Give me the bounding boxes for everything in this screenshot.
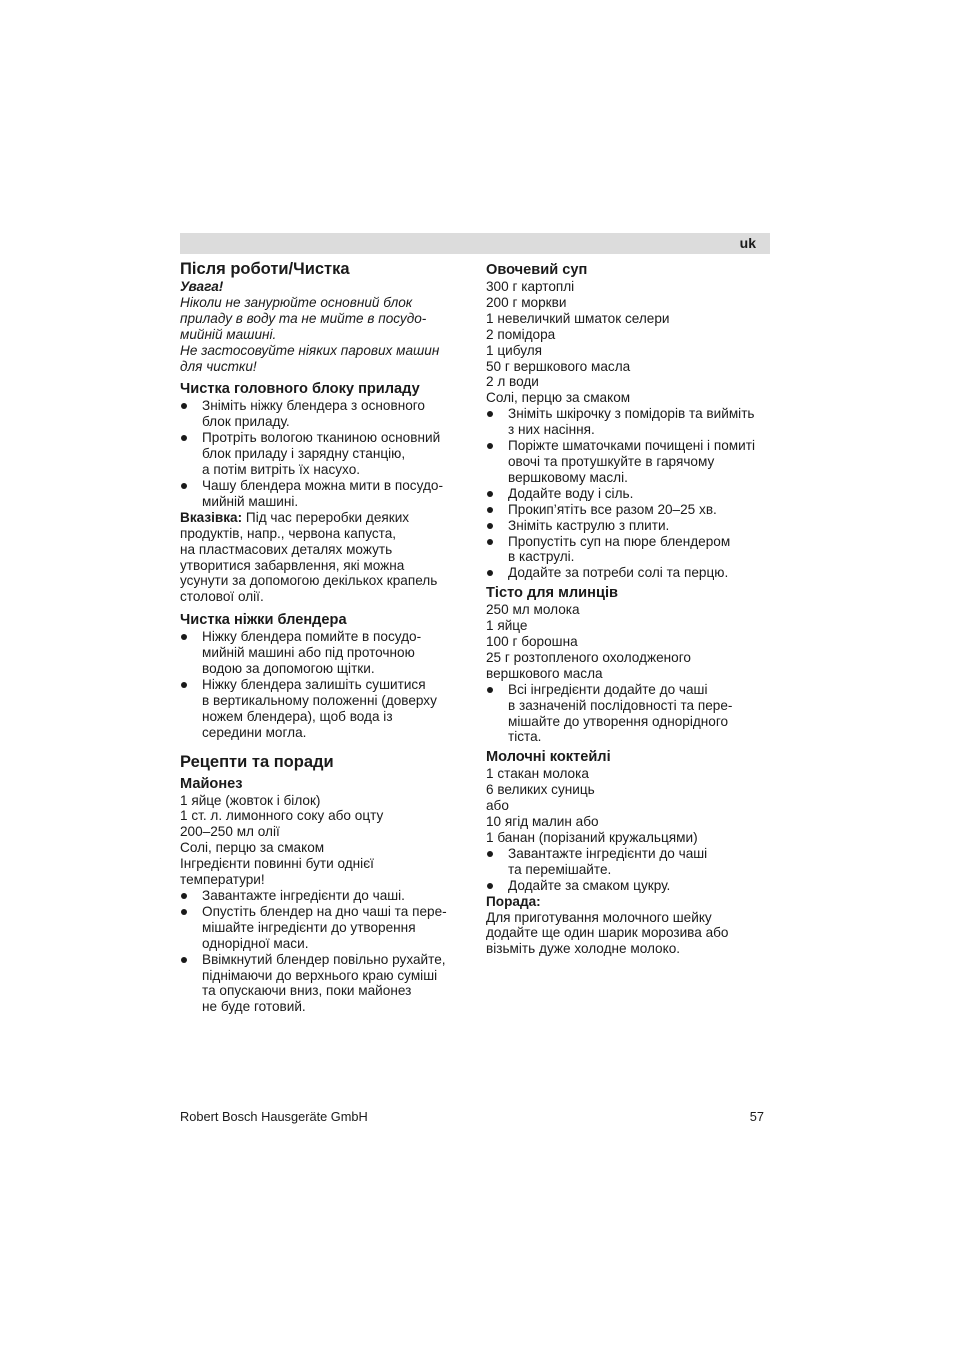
right-column — [486, 259, 776, 957]
vegetable-soup-title: Овочевий суп — [486, 262, 588, 278]
list-item-line: Додайте за потреби солі та перцю. — [508, 565, 729, 581]
list-item — [486, 406, 776, 438]
list-item — [486, 486, 776, 502]
ingredient-line: Інгредієнти повинні бути однієї — [180, 856, 374, 872]
list-item — [180, 904, 465, 952]
bullet-icon — [181, 682, 187, 688]
note-line: продуктів, напр., червона капуста, — [180, 525, 397, 541]
left-column — [180, 259, 465, 1015]
warning-line: мийній машині. — [180, 326, 277, 342]
milkshake-ingredients — [486, 766, 776, 846]
language-bar — [180, 233, 770, 254]
ingredient-line: 1 яйце (жовток і білок) — [180, 792, 321, 808]
list-item-line: мішайте інгредієнти до утворення — [202, 919, 416, 935]
ingredient-line: 100 г борошна — [486, 634, 578, 650]
bullet-icon — [487, 883, 493, 889]
ingredient-line: 1 яйце — [486, 618, 528, 634]
bullet-icon — [487, 491, 493, 497]
list-item-line: Всі інгредієнти додайте до чаші — [508, 681, 708, 697]
tip-line: додайте ще один шарик морозива або — [486, 925, 729, 941]
bullet-icon — [181, 634, 187, 640]
list-item-line: та опускаючи вниз, поки майонез — [202, 983, 412, 999]
bullet-icon — [487, 851, 493, 857]
ingredient-line: 1 ст. л. лимонного соку або оцту — [180, 808, 384, 824]
mayonnaise-ingredients — [180, 793, 465, 888]
list-item-line: Чашу блендера можна мити в посудо- — [202, 477, 443, 493]
bullet-icon — [181, 909, 187, 915]
language-code: uk — [739, 235, 756, 251]
list-item-line: мийній машині або під проточною — [202, 645, 415, 661]
list-item-line: Зніміть каструлю з плити. — [508, 517, 670, 533]
list-item-line: Додайте воду і сіль. — [508, 485, 634, 501]
list-item-line: Прокип’ятіть все разом 20–25 хв. — [508, 501, 717, 517]
list-item — [486, 502, 776, 518]
bullet-icon — [487, 411, 493, 417]
mayonnaise-title: Майонез — [180, 775, 243, 792]
warning-text — [180, 295, 465, 375]
ingredient-line: 10 ягід малин або — [486, 814, 599, 830]
ingredient-line: Солі, перцю за смаком — [486, 390, 631, 406]
after-use-title: Після роботи/Чистка — [180, 260, 350, 278]
note-line: утворитися забарвлення, які можна — [180, 557, 405, 573]
list-item — [180, 888, 465, 904]
list-item-line: Поріжте шматочками почищені і помиті — [508, 438, 755, 454]
list-item — [486, 518, 776, 534]
tip-text — [486, 910, 776, 958]
ingredient-line: 200 г моркви — [486, 294, 567, 310]
warning-line: Не застосовуйте ніяких парових машин — [180, 342, 440, 358]
footer-company: Robert Bosch Hausgeräte GmbH — [180, 1109, 368, 1124]
list-item-line: Ніжку блендера помийте в посудо- — [202, 629, 422, 645]
bullet-icon — [487, 507, 493, 513]
bullet-icon — [487, 523, 493, 529]
recipes-title: Рецепти та поради — [180, 752, 334, 771]
ingredient-line: 50 г вершкового масла — [486, 358, 631, 374]
list-item-line: блок приладу і зарядну станцію, — [202, 446, 406, 462]
list-item — [486, 682, 776, 746]
bullet-icon — [181, 957, 187, 963]
bullet-icon — [487, 443, 493, 449]
pancake-ingredients — [486, 602, 776, 682]
list-item-line: Опустіть блендер на дно чаші та пере- — [202, 903, 447, 919]
note-paragraph — [180, 510, 465, 605]
ingredient-line: 1 цибуля — [486, 342, 542, 358]
warning-line: приладу в воду та не мийте в посудо- — [180, 310, 427, 326]
list-item — [180, 952, 465, 1016]
ingredient-line: 2 помідора — [486, 326, 556, 342]
list-item — [180, 677, 465, 741]
main-unit-cleaning-title: Чистка головного блоку приладу — [180, 381, 420, 398]
list-item-line: в зазначеній послідовності та пере- — [508, 697, 733, 713]
warning-title: Увага! — [180, 279, 224, 294]
list-item — [486, 878, 776, 894]
list-item-line: Завантажте інгредієнти до чаші. — [202, 888, 405, 903]
mayonnaise-steps — [180, 888, 465, 1015]
soup-ingredients — [486, 279, 776, 406]
list-item-line: ножем блендера), щоб вода із — [202, 708, 393, 724]
blender-leg-cleaning-list — [180, 629, 465, 740]
milkshakes-title: Молочні коктейлі — [486, 749, 611, 766]
list-item-line: водою за допомогою щітки. — [202, 661, 375, 677]
ingredient-line: 250 мл молока — [486, 602, 580, 618]
ingredient-line: 200–250 мл олії — [180, 824, 280, 840]
list-item-line: Зніміть шкірочку з помідорів та вийміть — [508, 406, 755, 422]
ingredient-line: вершкового масла — [486, 665, 603, 681]
ingredient-line: 6 великих суниць — [486, 782, 595, 798]
main-unit-cleaning-list — [180, 398, 465, 509]
list-item-line: тіста. — [508, 729, 542, 745]
list-item-line: Пропустіть суп на пюре блендером — [508, 533, 731, 549]
bullet-icon — [181, 483, 187, 489]
bullet-icon — [181, 435, 187, 441]
list-item-line: Протріть вологою тканиною основний — [202, 430, 441, 446]
list-item-line: вершковому маслі. — [508, 469, 628, 485]
tip-line: візьміть дуже холодне молоко. — [486, 941, 681, 957]
list-item-line: блок приладу. — [202, 414, 290, 430]
ingredient-line: 2 л води — [486, 374, 539, 390]
pancake-steps — [486, 682, 776, 746]
note-line: усунути за допомогою декількох крапель — [180, 573, 438, 589]
tip-line: Для приготування молочного шейку — [486, 909, 712, 925]
bullet-icon — [181, 893, 187, 899]
ingredient-line: 1 стакан молока — [486, 766, 589, 782]
bullet-icon — [487, 570, 493, 576]
ingredient-line: 25 г розтопленого охолодженого — [486, 649, 691, 665]
page-number: 57 — [749, 1109, 764, 1124]
list-item-line: Зніміть ніжку блендера з основного — [202, 398, 425, 414]
list-item — [180, 430, 465, 478]
ingredient-line: Солі, перцю за смаком — [180, 840, 325, 856]
ingredient-line: 300 г картоплі — [486, 279, 575, 294]
list-item-line: Ніжку блендера залишіть сушитися — [202, 676, 426, 692]
warning-line: для чистки! — [180, 358, 257, 374]
bullet-icon — [487, 539, 493, 545]
soup-steps — [486, 406, 776, 581]
ingredient-line: або — [486, 798, 509, 814]
list-item-line: мийній машині. — [202, 493, 299, 509]
list-item-line: мішайте до утворення однорідного — [508, 713, 729, 729]
list-item-line: овочі та протушкуйте в гарячому — [508, 453, 715, 469]
list-item-line: середини могла. — [202, 724, 307, 740]
bullet-icon — [181, 403, 187, 409]
ingredient-line: температури! — [180, 872, 265, 888]
list-item-line: однорідної маси. — [202, 935, 309, 951]
list-item-line: Ввімкнутий блендер повільно рухайте, — [202, 951, 446, 967]
list-item — [486, 534, 776, 566]
list-item-line: не буде готовий. — [202, 999, 306, 1015]
bullet-icon — [487, 687, 493, 693]
note-line: на пластмасових деталях можуть — [180, 541, 393, 557]
list-item-line: та перемішайте. — [508, 861, 612, 877]
note-line: столової олії. — [180, 589, 264, 605]
note-line: Під час переробки деяких — [242, 509, 410, 525]
pancake-dough-title: Тісто для млинців — [486, 585, 618, 602]
list-item — [180, 478, 465, 510]
list-item-line: Додайте за смаком цукру. — [508, 877, 671, 893]
list-item-line: а потім витріть їх насухо. — [202, 462, 361, 478]
ingredient-line: 1 банан (порізаний кружальцями) — [486, 830, 698, 845]
list-item — [180, 398, 465, 430]
milkshake-steps — [486, 846, 776, 894]
list-item — [486, 846, 776, 878]
list-item — [486, 438, 776, 486]
tip-label: Порада: — [486, 893, 541, 909]
list-item-line: з них насіння. — [508, 422, 595, 438]
list-item-line: піднімаючи до верхнього краю суміші — [202, 967, 438, 983]
list-item-line: в вертикальному положенні (доверху — [202, 692, 437, 708]
list-item-line: в каструлі. — [508, 549, 575, 565]
ingredient-line: 1 невеличкий шматок селери — [486, 310, 670, 326]
list-item — [486, 565, 776, 581]
blender-leg-cleaning-title: Чистка ніжки блендера — [180, 612, 347, 629]
note-label: Вказівка: — [180, 509, 243, 525]
warning-line: Ніколи не занурюйте основний блок — [180, 294, 413, 310]
list-item — [180, 629, 465, 677]
list-item-line: Завантажте інгредієнти до чаші — [508, 845, 708, 861]
